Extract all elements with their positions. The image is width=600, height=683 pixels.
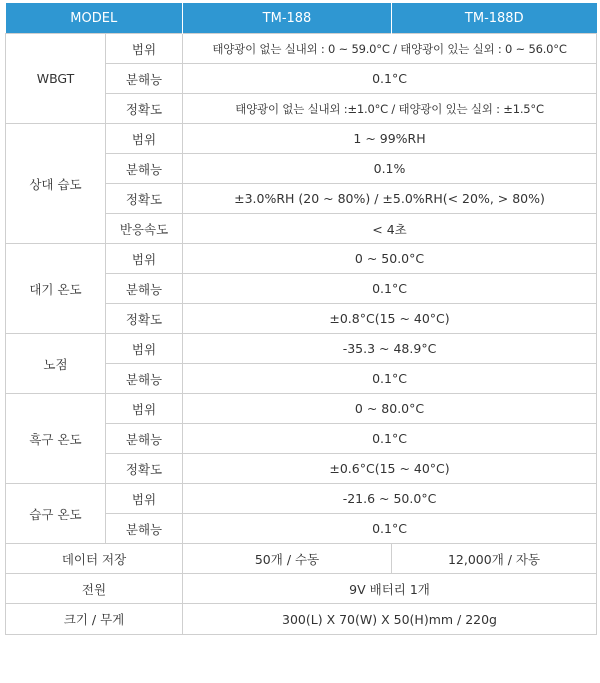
air-temp-accuracy-label: 정확도 bbox=[106, 304, 183, 334]
humidity-resolution-value: 0.1% bbox=[183, 154, 597, 184]
table-row bbox=[6, 244, 597, 274]
humidity-response-label: 반응속도 bbox=[106, 214, 183, 244]
wbgt-resolution-label: 분해능 bbox=[106, 64, 183, 94]
dew-point-range-label: 범위 bbox=[106, 334, 183, 364]
wbgt-accuracy-value: 태양광이 없는 실내외 :±1.0°C / 태양광이 있는 실외 : ±1.5°C bbox=[183, 94, 597, 124]
dew-point-range-value: -35.3 ~ 48.9°C bbox=[183, 334, 597, 364]
air-temp-resolution-label: 분해능 bbox=[106, 274, 183, 304]
humidity-accuracy-value: ±3.0%RH (20 ~ 80%) / ±5.0%RH(< 20%, > 80%) bbox=[183, 184, 597, 214]
black-globe-resolution-label: 분해능 bbox=[106, 424, 183, 454]
power-value: 9V 배터리 1개 bbox=[183, 574, 597, 604]
wet-bulb-category: 습구 온도 bbox=[6, 484, 106, 544]
dew-point-resolution-label: 분해능 bbox=[106, 364, 183, 394]
header-tm-188d: TM-188D bbox=[392, 3, 597, 34]
black-globe-category: 흑구 온도 bbox=[6, 394, 106, 484]
black-globe-accuracy-label: 정확도 bbox=[106, 454, 183, 484]
air-temp-range-label: 범위 bbox=[106, 244, 183, 274]
humidity-response-value: < 4초 bbox=[183, 214, 597, 244]
table-row bbox=[6, 394, 597, 424]
wbgt-resolution-value: 0.1°C bbox=[183, 64, 597, 94]
header-tm-188: TM-188 bbox=[183, 3, 392, 34]
wet-bulb-range-label: 범위 bbox=[106, 484, 183, 514]
power-label: 전원 bbox=[6, 574, 183, 604]
header-row bbox=[6, 3, 597, 34]
air-temp-resolution-value: 0.1°C bbox=[183, 274, 597, 304]
dew-point-resolution-value: 0.1°C bbox=[183, 364, 597, 394]
humidity-resolution-label: 분해능 bbox=[106, 154, 183, 184]
wbgt-accuracy-label: 정확도 bbox=[106, 94, 183, 124]
humidity-range-value: 1 ~ 99%RH bbox=[183, 124, 597, 154]
table-row bbox=[6, 124, 597, 154]
spec-table bbox=[5, 3, 597, 635]
dew-point-category: 노점 bbox=[6, 334, 106, 394]
header-model: MODEL bbox=[6, 3, 183, 34]
black-globe-resolution-value: 0.1°C bbox=[183, 424, 597, 454]
table-row bbox=[6, 334, 597, 364]
data-storage-tm-188d: 12,000개 / 자동 bbox=[392, 544, 597, 574]
wet-bulb-range-value: -21.6 ~ 50.0°C bbox=[183, 484, 597, 514]
humidity-range-label: 범위 bbox=[106, 124, 183, 154]
size-weight-value: 300(L) X 70(W) X 50(H)mm / 220g bbox=[183, 604, 597, 635]
wbgt-range-label: 범위 bbox=[106, 34, 183, 64]
air-temp-accuracy-value: ±0.8°C(15 ~ 40°C) bbox=[183, 304, 597, 334]
table-row bbox=[6, 34, 597, 64]
table-row bbox=[6, 544, 597, 574]
black-globe-accuracy-value: ±0.6°C(15 ~ 40°C) bbox=[183, 454, 597, 484]
wbgt-category: WBGT bbox=[6, 34, 106, 124]
table-row bbox=[6, 574, 597, 604]
data-storage-tm-188: 50개 / 수동 bbox=[183, 544, 392, 574]
table-row bbox=[6, 604, 597, 635]
size-weight-label: 크기 / 무게 bbox=[6, 604, 183, 635]
wet-bulb-resolution-label: 분해능 bbox=[106, 514, 183, 544]
air-temp-category: 대기 온도 bbox=[6, 244, 106, 334]
humidity-category: 상대 습도 bbox=[6, 124, 106, 244]
black-globe-range-label: 범위 bbox=[106, 394, 183, 424]
air-temp-range-value: 0 ~ 50.0°C bbox=[183, 244, 597, 274]
wet-bulb-resolution-value: 0.1°C bbox=[183, 514, 597, 544]
humidity-accuracy-label: 정확도 bbox=[106, 184, 183, 214]
data-storage-label: 데이터 저장 bbox=[6, 544, 183, 574]
wbgt-range-value: 태양광이 없는 실내외 : 0 ~ 59.0°C / 태양광이 있는 실외 : 0 ~ 56.0°C bbox=[183, 34, 597, 64]
black-globe-range-value: 0 ~ 80.0°C bbox=[183, 394, 597, 424]
table-row bbox=[6, 484, 597, 514]
